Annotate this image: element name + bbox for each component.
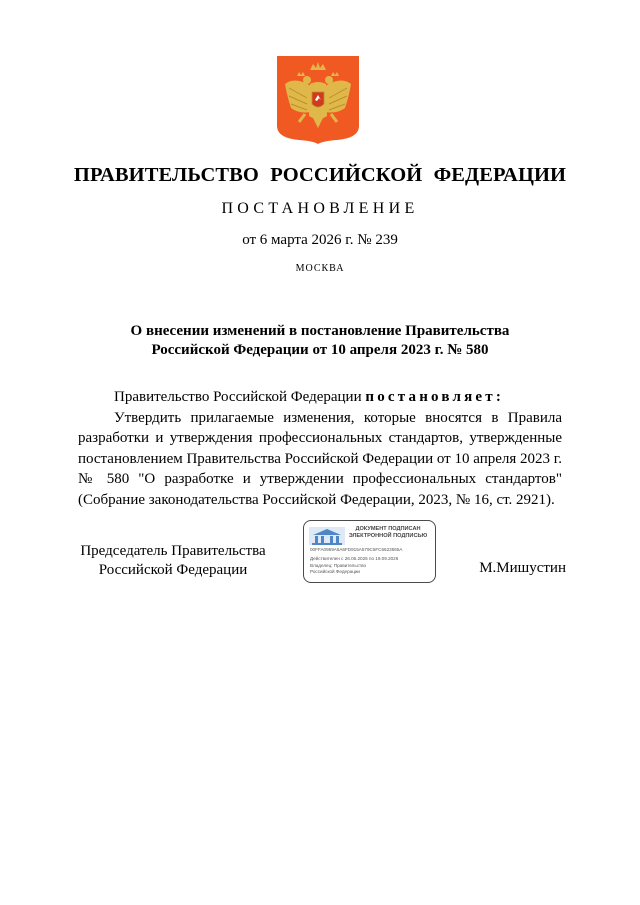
stamp-certificate: 00FFA0959A5A6FD915A579C5FC6623565A — [310, 547, 403, 552]
signatory-position-line-2: Российской Федерации — [98, 562, 248, 578]
decree-lead: Правительство Российской Федерации — [114, 389, 366, 405]
signatory-position-line-1: Председатель Правительства — [80, 543, 266, 559]
document-type: ПОСТАНОВЛЕНИЕ — [221, 200, 419, 217]
government-building-icon — [309, 527, 345, 545]
stamp-title-line-2: ЭЛЕКТРОННОЙ ПОДПИСЬЮ — [348, 533, 428, 539]
document-city: МОСКВА — [295, 263, 345, 274]
stamp-title-line-1: ДОКУМЕНТ ПОДПИСАН — [355, 526, 421, 532]
stamp-title — [342, 526, 434, 540]
coat-of-arms-icon — [277, 56, 359, 144]
signatory-position — [68, 542, 278, 580]
decree-line — [78, 387, 562, 408]
decree-paragraph: Утвердить прилагаемые изменения, которые вносятся в Правила разработки и утверждения профессиональных стандартов, утвержденные постановлением Правительства Российской Федерации от 10 апреля 2023 г. № 580 "О разработке и утверждении профессиональных стандартов" (Собрание законодательства Российской Федерации, 2023, № 16, ст. 2921). — [78, 409, 562, 508]
signatory-name: М.Мишустин — [479, 560, 566, 576]
stamp-owner: Владелец: Правительство Российской Федерации — [310, 563, 367, 574]
electronic-signature-stamp — [303, 520, 436, 583]
document-body — [78, 387, 562, 511]
government-title: ПРАВИТЕЛЬСТВО РОССИЙСКОЙ ФЕДЕРАЦИИ — [73, 164, 567, 186]
decree-colon: : — [495, 389, 501, 405]
subject-line-1: О внесении изменений в постановление Правительства — [130, 323, 510, 339]
document-date-number: от 6 марта 2026 г. № 239 — [242, 232, 398, 248]
decree-word: постановляет — [365, 389, 496, 405]
document-subject — [80, 322, 560, 360]
subject-line-2: Российской Федерации от 10 апреля 2023 г. № 580 — [151, 342, 489, 358]
stamp-validity: Действителен с 26.06.2025 по 19.09.2026 — [310, 556, 399, 561]
